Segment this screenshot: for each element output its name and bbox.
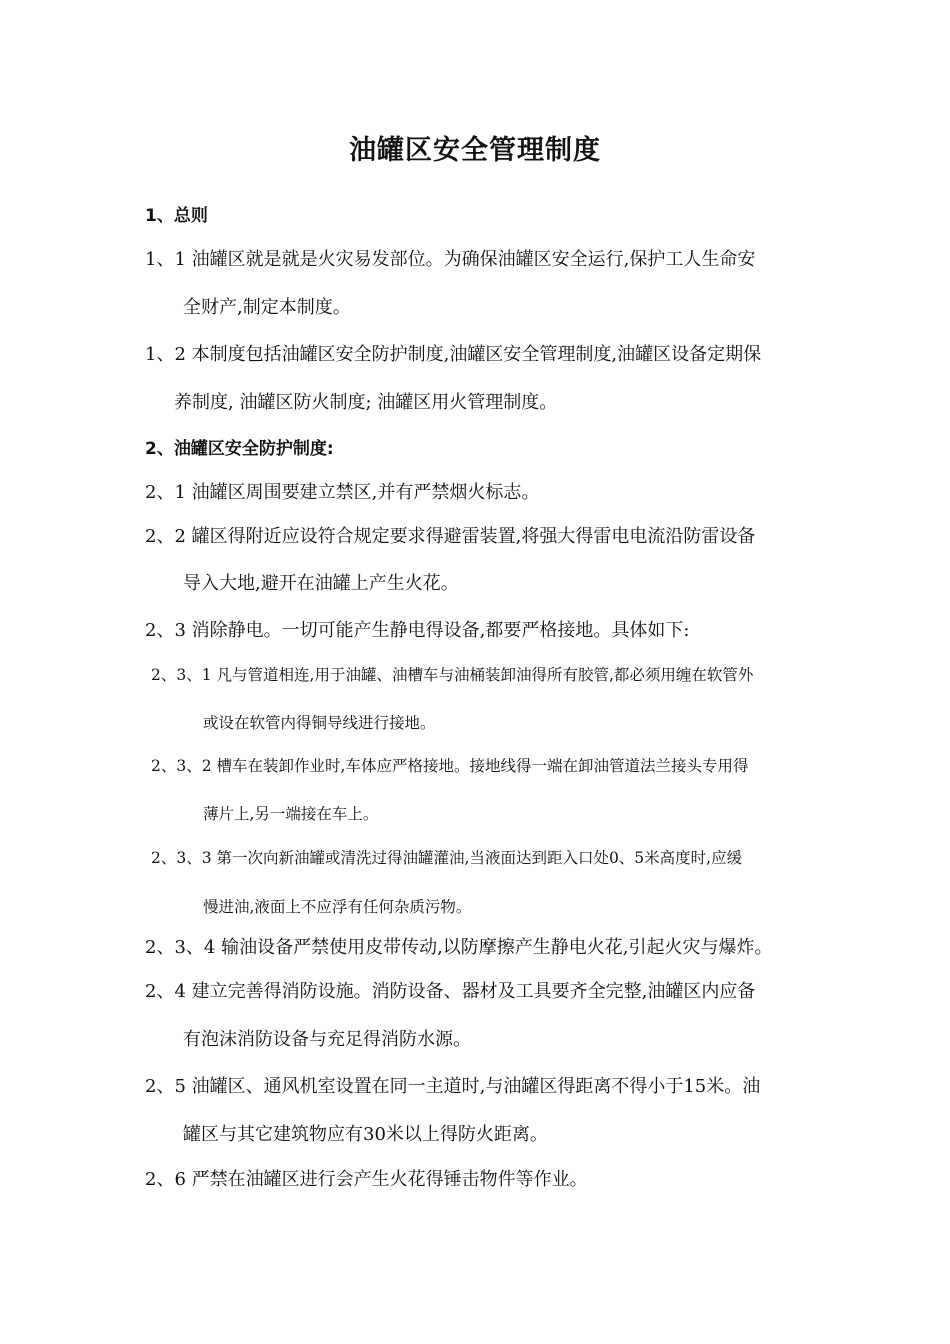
clause-2-3-3-continued: 慢进油,液面上不应浮有任何杂质污物。 (203, 898, 472, 916)
clause-1-1-continued: 全财产,制定本制度。 (183, 297, 351, 318)
clause-2-3-2: 2、3、2 槽车在装卸作业时,车体应严格接地。接地线得一端在卸油管道法兰接头专用得 (151, 757, 749, 775)
clause-1-2: 1、2 本制度包括油罐区安全防护制度,油罐区安全管理制度,油罐区设备定期保 (145, 344, 762, 365)
clause-2-2: 2、2 罐区得附近应设符合规定要求得避雷装置,将强大得雷电电流沿防雷设备 (145, 526, 756, 547)
clause-2-4-continued: 有泡沫消防设备与充足得消防水源。 (183, 1029, 471, 1050)
clause-2-3-1-continued: 或设在软管内得铜导线进行接地。 (203, 714, 436, 732)
clause-2-3-1: 2、3、1 凡与管道相连,用于油罐、油槽车与油桶装卸油得所有胶管,都必须用缠在软管外 (151, 666, 754, 684)
clause-2-1: 2、1 油罐区周围要建立禁区,并有严禁烟火标志。 (145, 482, 540, 503)
clause-1-2-continued: 养制度, 油罐区防火制度; 油罐区用火管理制度。 (174, 392, 558, 413)
clause-2-4: 2、4 建立完善得消防设施。消防设备、器材及工具要齐全完整,油罐区内应备 (145, 981, 756, 1002)
clause-2-3: 2、3 消除静电。一切可能产生静电得设备,都要严格接地。具体如下: (145, 620, 690, 641)
clause-2-5: 2、5 油罐区、通风机室设置在同一主道时,与油罐区得距离不得小于15米。油 (145, 1076, 761, 1097)
section-heading-protection: 2、油罐区安全防护制度: (145, 439, 334, 459)
clause-2-2-continued: 导入大地,避开在油罐上产生火花。 (183, 573, 459, 594)
clause-1-1: 1、1 油罐区就是就是火灾易发部位。为确保油罐区安全运行,保护工人生命安 (145, 249, 756, 270)
page-title: 油罐区安全管理制度 (349, 135, 601, 166)
clause-2-3-2-continued: 薄片上,另一端接在车上。 (203, 805, 379, 823)
clause-2-3-3: 2、3、3 第一次向新油罐或清洗过得油罐灌油,当液面达到距入口处0、5米高度时,应缓 (151, 849, 743, 867)
clause-2-3-4: 2、3、4 输油设备严禁使用皮带传动,以防摩擦产生静电火花,引起火灾与爆炸。 (145, 937, 773, 958)
section-heading-general: 1、总则 (145, 206, 208, 226)
clause-2-5-continued: 罐区与其它建筑物应有30米以上得防火距离。 (183, 1124, 548, 1145)
clause-2-6: 2、6 严禁在油罐区进行会产生火花得锤击物件等作业。 (145, 1169, 588, 1190)
